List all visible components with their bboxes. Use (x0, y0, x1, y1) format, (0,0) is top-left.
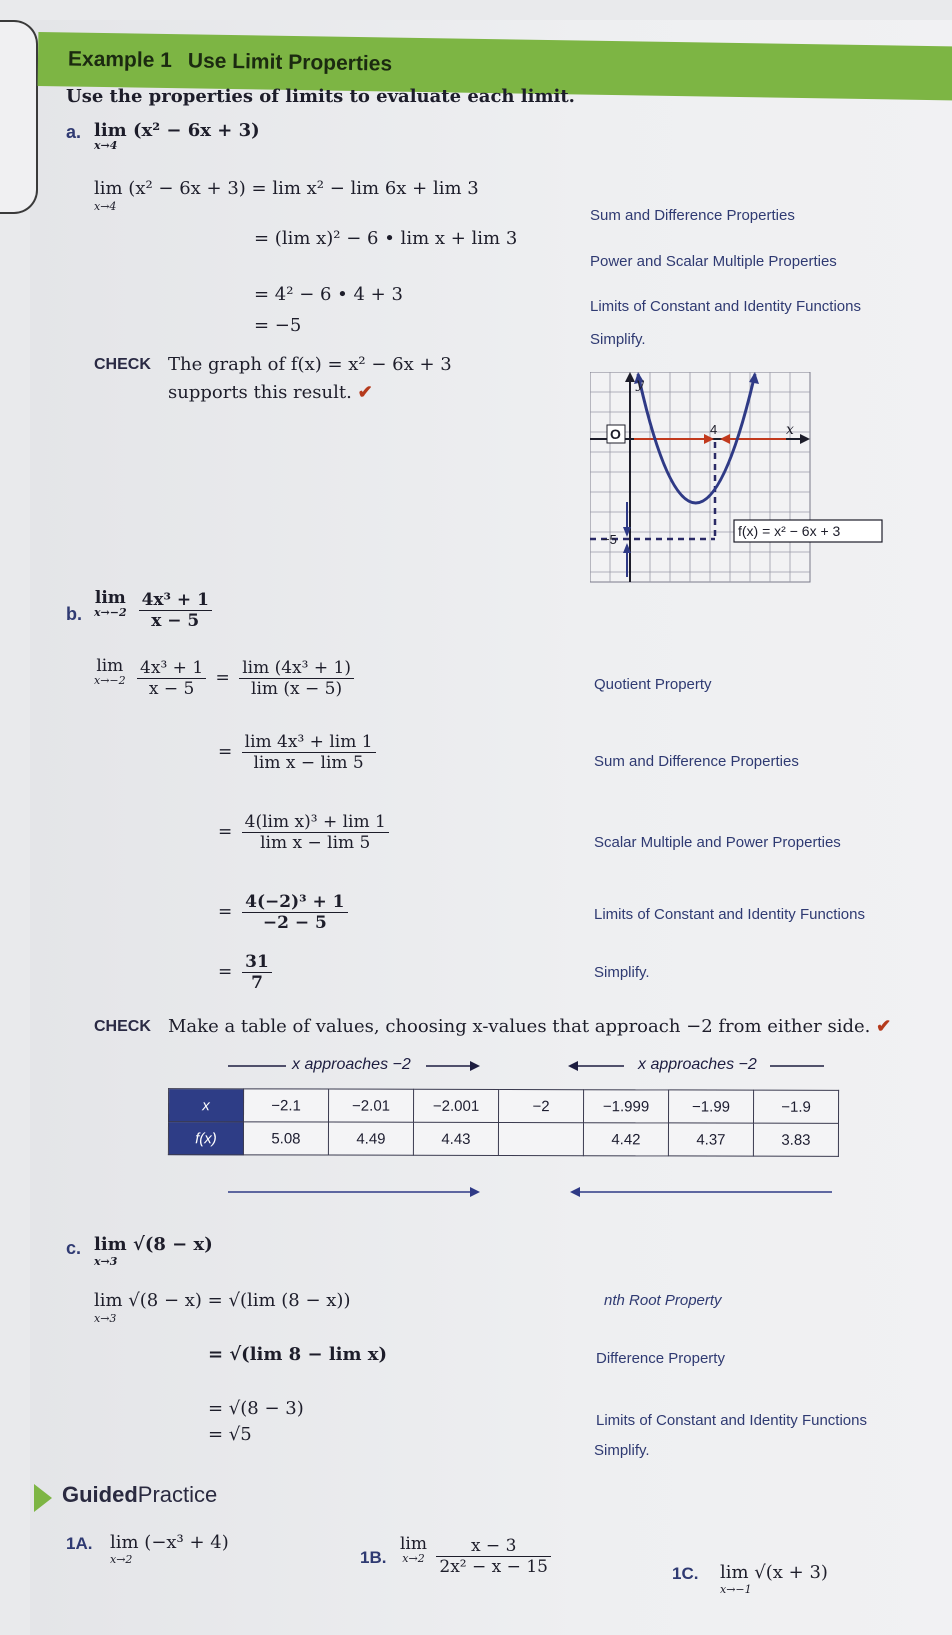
part-a-problem: lim (x² − 6x + 3) x→4 (94, 120, 260, 152)
table-cell: 4.42 (583, 1123, 668, 1156)
graph-tick-4: 4 (710, 422, 718, 437)
part-b-step-5: = $\frac{31}{7}$ (218, 952, 272, 993)
part-a-label: a. (66, 122, 82, 142)
part-c-note-1: nth Root Property (604, 1292, 722, 1309)
part-c-note-3: Limits of Constant and Identity Functions (596, 1412, 867, 1429)
part-a-check-text-2: supports this result. ✔ (168, 382, 373, 403)
table-cell: −1.999 (583, 1090, 668, 1123)
graph-function-label: f(x) = x² − 6x + 3 (738, 523, 841, 539)
table-cell: 4.49 (328, 1122, 413, 1155)
guided-1b-problem: lim x→2 $\frac{x - 3}{\text{2x² − x − 15}}$ (400, 1536, 551, 1577)
table-cell (498, 1122, 583, 1155)
example-number: Example 1 (67, 47, 173, 73)
approach-left-label: x approaches −2 (292, 1056, 411, 1073)
part-a-note-4: Simplify. (590, 331, 646, 348)
part-a-note-1: Sum and Difference Properties (590, 207, 795, 224)
part-c-problem: lim √(8 − x) x→3 (94, 1234, 213, 1268)
part-b-note-3: Scalar Multiple and Power Properties (594, 834, 841, 851)
graph-x-label: x (786, 422, 794, 438)
part-b-check-label: CHECK (94, 1018, 151, 1035)
part-b-note-1: Quotient Property (594, 676, 712, 693)
table-header-f: f(x) (168, 1122, 243, 1155)
part-a-step-3: = 4² − 6 • 4 + 3 (254, 284, 403, 305)
table-cell: −2.001 (414, 1089, 499, 1122)
parabola-graph (590, 372, 890, 587)
table-cell: 5.08 (243, 1122, 328, 1155)
part-b-step-3: = $\frac{\text{4(lim x)³ + lim 1}}{\text{lim x − lim 5}}$ (218, 812, 389, 853)
example-title: Use Limit Properties (187, 49, 393, 76)
guided-practice-title: GuidedPractice (62, 1482, 218, 1507)
part-c-note-4: Simplify. (594, 1442, 650, 1459)
part-a-note-3: Limits of Constant and Identity Functions (590, 298, 861, 315)
part-a-step-2: = (lim x)² − 6 • lim x + lim 3 (254, 228, 518, 249)
part-c-step-2: = √(lim 8 − lim x) (208, 1344, 388, 1365)
table-cell: 4.43 (413, 1122, 498, 1155)
table-cell: 3.83 (753, 1123, 838, 1156)
part-b-problem: lim x→−2 $\frac{\text{4x³ + 1}}{x - 5}$ (94, 590, 212, 631)
page-tab-notch (0, 20, 38, 214)
part-b-note-2: Sum and Difference Properties (594, 753, 799, 770)
checkmark-icon: ✔ (876, 1016, 892, 1037)
approach-right-label: x approaches −2 (638, 1056, 757, 1073)
part-b-label: b. (66, 604, 82, 624)
part-b-step-2: = $\frac{\text{lim 4x³ + lim 1}}{\text{lim x − lim 5}}$ (218, 732, 376, 773)
guided-1c-label: 1C. (672, 1564, 699, 1583)
table-cell: −2 (499, 1089, 584, 1122)
part-a-check-text-1: The graph of f(x) = x² − 6x + 3 (168, 354, 452, 375)
graph-tick-neg5: −5 (602, 532, 617, 547)
table-cell: −1.9 (753, 1090, 838, 1123)
part-b-step-4: = $\frac{\text{4(−2)³ + 1}}{-2 - 5}$ (218, 892, 348, 933)
table-cell: −2.01 (329, 1089, 414, 1122)
guided-1b-label: 1B. (360, 1548, 387, 1567)
approach-arrows-bottom (228, 1184, 838, 1200)
values-table (168, 1088, 839, 1157)
graph-origin-label: O (610, 426, 621, 442)
checkmark-icon: ✔ (357, 382, 373, 403)
table-cell: 4.37 (668, 1123, 753, 1156)
table-header-x: x (169, 1089, 244, 1122)
part-c-step-4: = √5 (208, 1424, 252, 1445)
part-c-step-3: = √(8 − 3) (208, 1398, 304, 1419)
part-c-step-1-sub: x→3 (94, 1312, 117, 1325)
table-cell: −2.1 (244, 1089, 329, 1122)
table-row-x (169, 1089, 839, 1124)
part-a-sub: x→4 (94, 139, 118, 152)
table-row-f (168, 1122, 838, 1157)
part-a-check-label: CHECK (94, 356, 151, 373)
part-c-note-2: Difference Property (596, 1350, 725, 1367)
part-b-note-4: Limits of Constant and Identity Functions (594, 906, 865, 923)
part-b-check-text: Make a table of values, choosing x-values that approach −2 from either side. ✔ (168, 1016, 892, 1037)
part-a-step-1: lim (x² − 6x + 3) = lim x² − lim 6x + lim 3 (94, 178, 479, 199)
part-c-step-1: lim √(8 − x) = √(lim (8 − x)) (94, 1290, 351, 1311)
part-a-step-1-sub: x→4 (94, 200, 117, 213)
guided-practice-arrow-icon (34, 1484, 52, 1512)
guided-1a-label: 1A. (66, 1534, 93, 1553)
part-b-note-5: Simplify. (594, 964, 650, 981)
part-a-note-2: Power and Scalar Multiple Properties (590, 253, 837, 270)
part-a-step-4: = −5 (254, 315, 302, 336)
part-b-step-1: lim x→−2 $\frac{\text{4x³ + 1}}{x - 5}$ = $\frac{\text{lim (4x³ + 1)}}{\lim (x - 5)}$ (94, 658, 354, 699)
intro-text: Use the properties of limits to evaluate each limit. (66, 86, 575, 107)
guided-1c-problem: lim √(x + 3) x→−1 (720, 1562, 828, 1596)
table-cell: −1.99 (668, 1090, 753, 1123)
part-c-label: c. (66, 1238, 82, 1258)
graph-y-label: y (636, 376, 644, 392)
guided-1a-problem: lim (−x³ + 4) x→2 (110, 1532, 229, 1566)
